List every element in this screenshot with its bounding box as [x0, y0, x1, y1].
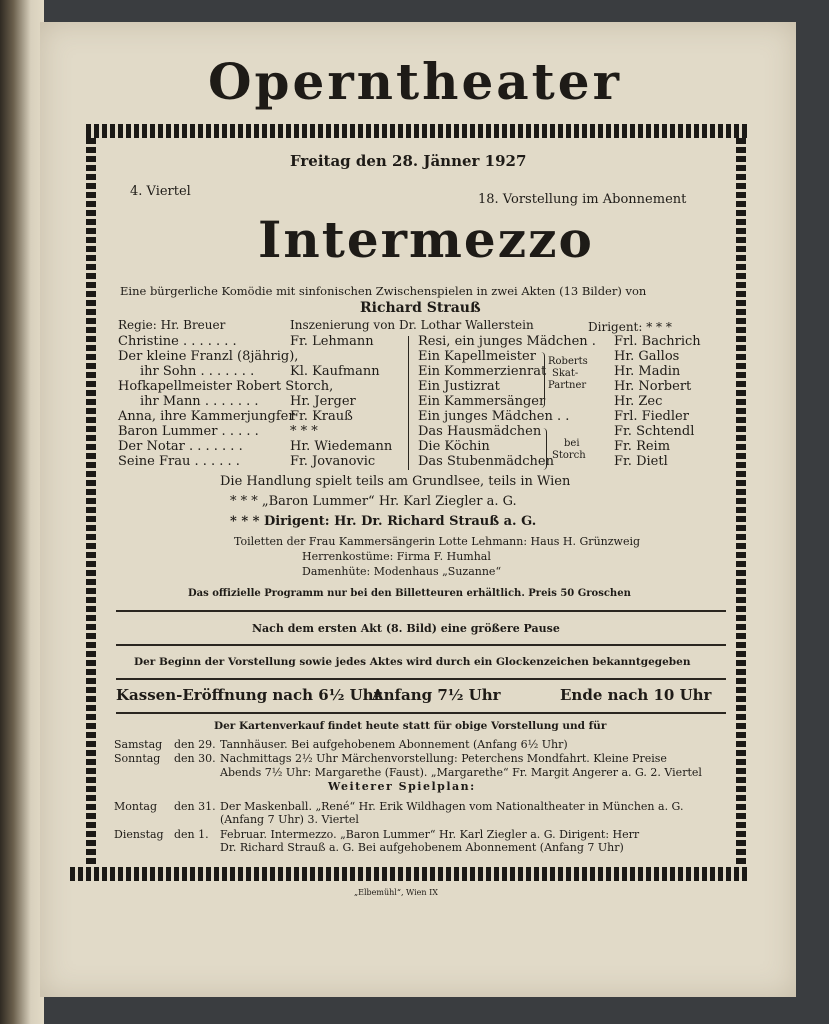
date-line: Freitag den 28. Jänner 1927 — [290, 152, 527, 170]
kasse-time: Kassen-Eröffnung nach 6½ Uhr — [116, 686, 382, 704]
cast-actor: Fr. Krauß — [290, 409, 353, 424]
schedule-date: den 30. — [174, 752, 216, 765]
schedule-date: den 31. — [174, 800, 216, 813]
cast-actor: Fr. Schtendl — [614, 424, 695, 439]
schedule-day: Sonntag — [114, 752, 161, 765]
schedule-upcoming — [114, 738, 734, 783]
costume-credit: Toiletten der Frau Kammersängerin Lotte Lehmann: Haus H. Grünzweig — [234, 535, 641, 548]
cast-actor: Hr. Madin — [614, 364, 681, 379]
opera-title: Intermezzo — [258, 210, 594, 269]
weiterer-spielplan: Weiterer Spielplan: — [328, 780, 476, 793]
schedule-text: (Anfang 7 Uhr) 3. Viertel — [220, 813, 359, 826]
ende-time: Ende nach 10 Uhr — [560, 686, 712, 704]
cast-actor: Hr. Zec — [614, 394, 663, 409]
cast-row: ihr Sohn . . . . . . . — [140, 364, 255, 379]
cast-actor: Fr. Jovanovic — [290, 454, 376, 469]
bell-note: Der Beginn der Vorstellung sowie jedes Aktes wird durch ein Glockenzeichen bekanntgegeben — [134, 656, 691, 668]
schedule-text: Februar. Intermezzo. „Baron Lummer“ Hr. Karl Ziegler a. G. Dirigent: Herr — [220, 828, 640, 841]
cast-actor: Fr. Reim — [614, 439, 671, 454]
storch-brace — [540, 428, 547, 470]
cast-actor: * * * — [290, 424, 318, 439]
programm-note: Das offizielle Programm nur bei den Billetteuren erhältlich. Preis 50 Groschen — [188, 588, 631, 599]
schedule-text: Nachmittags 2½ Uhr Märchenvorstellung: Peterchens Mondfahrt. Kleine Preise — [220, 752, 667, 765]
regie-credit: Regie: Hr. Breuer — [118, 318, 226, 332]
playbill-page — [40, 22, 796, 997]
schedule-text: Dr. Richard Strauß a. G. Bei aufgehobenem Abonnement (Anfang 7 Uhr) — [220, 841, 624, 854]
cast-row: Hofkapellmeister Robert Storch, — [118, 379, 334, 394]
storch-label: bei — [564, 438, 580, 449]
schedule-day: Montag — [114, 800, 157, 813]
schedule-day: Samstag — [114, 738, 163, 751]
skat-label: Roberts — [548, 356, 588, 367]
schedule-date: den 1. — [174, 828, 209, 841]
cast-row: Ein Kommerzienrat — [418, 364, 547, 379]
cast-actor: Fr. Dietl — [614, 454, 668, 469]
setting-line: Die Handlung spielt teils am Grundlsee, teils in Wien — [220, 474, 571, 489]
cast-row: Anna, ihre Kammerjungfer — [118, 409, 295, 424]
guest-line: * * * Dirigent: Hr. Dr. Richard Strauß a. G. — [230, 514, 537, 529]
skat-brace — [538, 352, 545, 408]
cast-row: Der kleine Franzl (8jährig), — [118, 349, 299, 364]
cast-actor: Hr. Gallos — [614, 349, 680, 364]
cast-actor: Hr. Wiedemann — [290, 439, 393, 454]
rule — [116, 644, 726, 646]
cast-row: Das Stubenmädchen — [418, 454, 554, 469]
rule — [116, 712, 726, 714]
schedule-day: Dienstag — [114, 828, 164, 841]
cast-row: Ein Justizrat — [418, 379, 500, 394]
schedule-text: Tannhäuser. Bei aufgehobenem Abonnement (Anfang 6½ Uhr) — [220, 738, 568, 751]
kartenverkauf-line: Der Kartenverkauf findet heute statt für obige Vorstellung und für — [214, 720, 607, 732]
frame-top — [86, 124, 748, 138]
cast-row: Ein junges Mädchen . . — [418, 409, 570, 424]
pause-note: Nach dem ersten Akt (8. Bild) eine größere Pause — [252, 622, 560, 635]
cast-row: Resi, ein junges Mädchen . — [418, 334, 596, 349]
skat-label: Skat- — [552, 368, 579, 379]
schedule-text: Abends 7½ Uhr: Margarethe (Faust). „Margarethe“ Fr. Margit Angerer a. G. 2. Viertel — [220, 766, 702, 779]
printer-mark: „Elbemühl“, Wien IX — [354, 888, 438, 897]
guest-line: * * * „Baron Lummer“ Hr. Karl Ziegler a. G. — [230, 494, 517, 509]
subtitle: Eine bürgerliche Komödie mit sinfonischen Zwischenspielen in zwei Akten (13 Bilder) von — [120, 284, 647, 298]
storch-label: Storch — [552, 450, 586, 461]
cast-row: ihr Mann . . . . . . . — [140, 394, 259, 409]
cast-divider — [408, 336, 409, 470]
rule — [116, 678, 726, 680]
cast-actor: Fr. Lehmann — [290, 334, 374, 349]
cast-row: Baron Lummer . . . . . — [118, 424, 259, 439]
skat-label: Partner — [548, 380, 587, 391]
frame-right — [736, 138, 746, 866]
inszenierung-credit: Inszenierung von Dr. Lothar Wallerstein — [290, 318, 534, 332]
costume-credit: Damenhüte: Modenhaus „Suzanne“ — [302, 565, 502, 578]
anfang-time: Anfang 7½ Uhr — [372, 686, 501, 704]
schedule-text: Der Maskenball. „René“ Hr. Erik Wildhagen vom Nationaltheater in München a. G. — [220, 800, 684, 813]
costume-credit: Herrenkostüme: Firma F. Humhal — [302, 550, 491, 563]
cast-actor: Hr. Norbert — [614, 379, 692, 394]
cast-row: Seine Frau . . . . . . — [118, 454, 240, 469]
cast-row: Der Notar . . . . . . . — [118, 439, 243, 454]
venue-title: Operntheater — [208, 52, 622, 111]
cast-actor: Kl. Kaufmann — [290, 364, 380, 379]
cast-actor: Frl. Bachrich — [614, 334, 701, 349]
cast-row: Ein Kapellmeister — [418, 349, 536, 364]
cast-actor: Frl. Fiedler — [614, 409, 689, 424]
frame-bottom — [70, 867, 748, 881]
cast-row: Das Hausmädchen — [418, 424, 542, 439]
schedule-date: den 29. — [174, 738, 216, 751]
dirigent-credit: Dirigent: * * * — [588, 320, 672, 334]
viertel-label: 4. Viertel — [130, 184, 191, 199]
composer-name: Richard Strauß — [360, 300, 481, 316]
cast-row: Die Köchin — [418, 439, 490, 454]
abonnement-label: 18. Vorstellung im Abonnement — [478, 192, 687, 207]
cast-row: Christine . . . . . . . — [118, 334, 237, 349]
cast-left — [118, 334, 408, 474]
book-spine — [0, 0, 44, 1024]
rule — [116, 610, 726, 612]
cast-right — [418, 334, 718, 474]
cast-row: Ein Kammersänger — [418, 394, 546, 409]
frame-left — [86, 138, 96, 866]
cast-actor: Hr. Jerger — [290, 394, 356, 409]
schedule-further — [114, 800, 734, 860]
